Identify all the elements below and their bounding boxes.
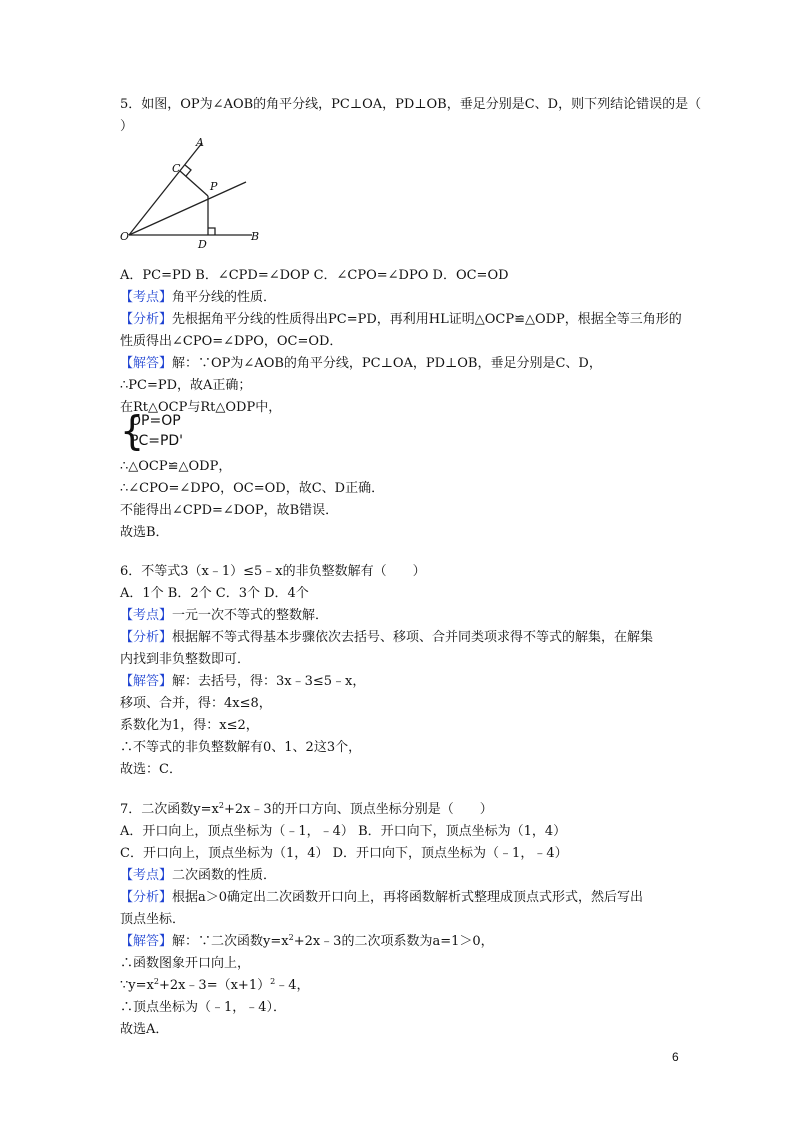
label-a: A: [196, 136, 204, 149]
step2-part3: ﹣4，: [275, 978, 310, 993]
system-row-2: PC=PD': [130, 433, 184, 449]
fenxi-text: 根据解不等式得基本步骤依次去括号、移项、合并同类项求得不等式的解集，在解集: [172, 630, 654, 645]
q7-step1: ∴函数图象开口向上，: [120, 956, 251, 971]
q7-stem-part2: +2x﹣3的开口方向、顶点坐标分别是（ ）: [223, 802, 493, 817]
segment-pc: [180, 171, 208, 196]
q6-step4: 故选：C．: [120, 762, 182, 777]
angle-bisector-figure: [118, 132, 268, 250]
q5-step3: ∴△OCP≌△ODP，: [120, 459, 232, 474]
q6-step3: ∴不等式的非负整数解有0、1、2这3个，: [120, 740, 362, 755]
exponent: 2: [153, 977, 159, 986]
q7-options-2: C．开口向上，顶点坐标为（1，4） D．开口向下，顶点坐标为（﹣1，﹣4）: [120, 846, 568, 861]
jieda-tag: 【解答】: [120, 674, 173, 689]
brace: {: [120, 407, 145, 455]
q7-stem-part1: 7．二次函数y=x: [120, 802, 219, 817]
kaodian-text: 二次函数的性质．: [172, 868, 277, 883]
label-o: O: [120, 230, 130, 243]
ray-op: [129, 182, 246, 235]
q6-kaodian: [120, 607, 328, 625]
jieda-text-part2: +2x﹣3的二次项系数为a=1＞0，: [293, 934, 494, 949]
kaodian-text: 一元一次不等式的整数解．: [172, 608, 329, 623]
fenxi-tag: 【分析】: [120, 630, 173, 645]
q6-step2: 系数化为1，得：x≤2，: [120, 718, 259, 733]
jieda-text-part1: 解：∵二次函数y=x: [172, 934, 289, 949]
q5-step4: ∴∠CPO=∠DPO，OC=OD，故C、D正确．: [120, 481, 385, 496]
right-angle-mark-c: [185, 165, 191, 176]
kaodian-tag: 【考点】: [120, 290, 173, 305]
q5-kaodian: [120, 289, 276, 307]
q6-jieda: [120, 673, 365, 691]
q7-kaodian: [120, 867, 276, 885]
label-b: B: [251, 230, 260, 243]
fenxi-tag: 【分析】: [120, 312, 173, 327]
q7-step2: [120, 977, 309, 995]
ray-oa: [129, 143, 202, 235]
q5-stem-line2: ）: [120, 119, 134, 134]
jieda-text: 解：去括号，得：3x﹣3≤5﹣x，: [172, 674, 366, 689]
q5-step1: ∴PC=PD，故A正确；: [120, 378, 252, 393]
exponent: 2: [218, 801, 224, 810]
q5-options: A．PC=PD B．∠CPD=∠DOP C．∠CPO=∠DPO D．OC=OD: [120, 268, 509, 283]
q7-fenxi: [120, 889, 643, 907]
jieda-tag: 【解答】: [120, 934, 173, 949]
q5-fenxi-line2: 性质得出∠CPO=∠DPO，OC=OD．: [120, 334, 343, 349]
q6-options: A．1个 B．2个 C．3个 D．4个: [120, 586, 309, 601]
q6-fenxi-line2: 内找到非负整数即可．: [120, 652, 251, 667]
q7-step4: 故选A．: [120, 1022, 169, 1037]
q5-jieda: [120, 355, 602, 373]
page-number: 6: [672, 1050, 679, 1064]
label-c: C: [172, 162, 181, 175]
q6-stem: 6．不等式3（x﹣1）≤5﹣x的非负整数解有（ ）: [120, 564, 426, 579]
fenxi-text: 根据a＞0确定出二次函数开口向上，再将函数解析式整理成顶点式形式，然后写出: [172, 890, 644, 905]
kaodian-text: 角平分线的性质．: [172, 290, 277, 305]
q5-step6: 故选B．: [120, 525, 169, 540]
system-row-1: OP=OP: [130, 413, 181, 429]
step2-part2: +2x﹣3=（x+1）: [158, 978, 271, 993]
fenxi-tag: 【分析】: [120, 890, 173, 905]
q5-fenxi: [120, 311, 682, 329]
q6-fenxi: [120, 629, 653, 647]
q7-step3: ∴顶点坐标为（﹣1，﹣4）．: [120, 1000, 287, 1015]
label-d: D: [198, 238, 207, 250]
q7-fenxi-line2: 顶点坐标．: [120, 912, 186, 927]
exponent: 2: [288, 933, 294, 942]
label-p: P: [210, 180, 218, 193]
equation-system: [120, 407, 210, 455]
kaodian-tag: 【考点】: [120, 868, 173, 883]
kaodian-tag: 【考点】: [120, 608, 173, 623]
right-angle-mark-d: [208, 228, 215, 235]
jieda-text: 解：∵OP为∠AOB的角平分线，PC⊥OA，PD⊥OB，垂足分别是C、D，: [172, 356, 602, 371]
q5-step5: 不能得出∠CPD=∠DOP，故B错误．: [120, 503, 339, 518]
q5-stem-line1: 5．如图，OP为∠AOB的角平分线，PC⊥OA，PD⊥OB，垂足分别是C、D，则下列结论错误的是（: [120, 97, 702, 112]
q7-stem: [120, 801, 493, 819]
fenxi-text: 先根据角平分线的性质得出PC=PD，再利用HL证明△OCP≌△ODP，根据全等三角形的: [172, 312, 682, 327]
jieda-tag: 【解答】: [120, 356, 173, 371]
q7-options-1: A．开口向上，顶点坐标为（﹣1，﹣4） B．开口向下，顶点坐标为（1，4）: [120, 824, 567, 839]
exponent: 2: [270, 977, 276, 986]
step2-part1: ∵y=x: [120, 978, 154, 993]
q6-step1: 移项、合并，得：4x≤8，: [120, 696, 272, 711]
q7-jieda: [120, 933, 494, 951]
q5-step2: 在Rt△OCP与Rt△ODP中，: [120, 400, 282, 415]
